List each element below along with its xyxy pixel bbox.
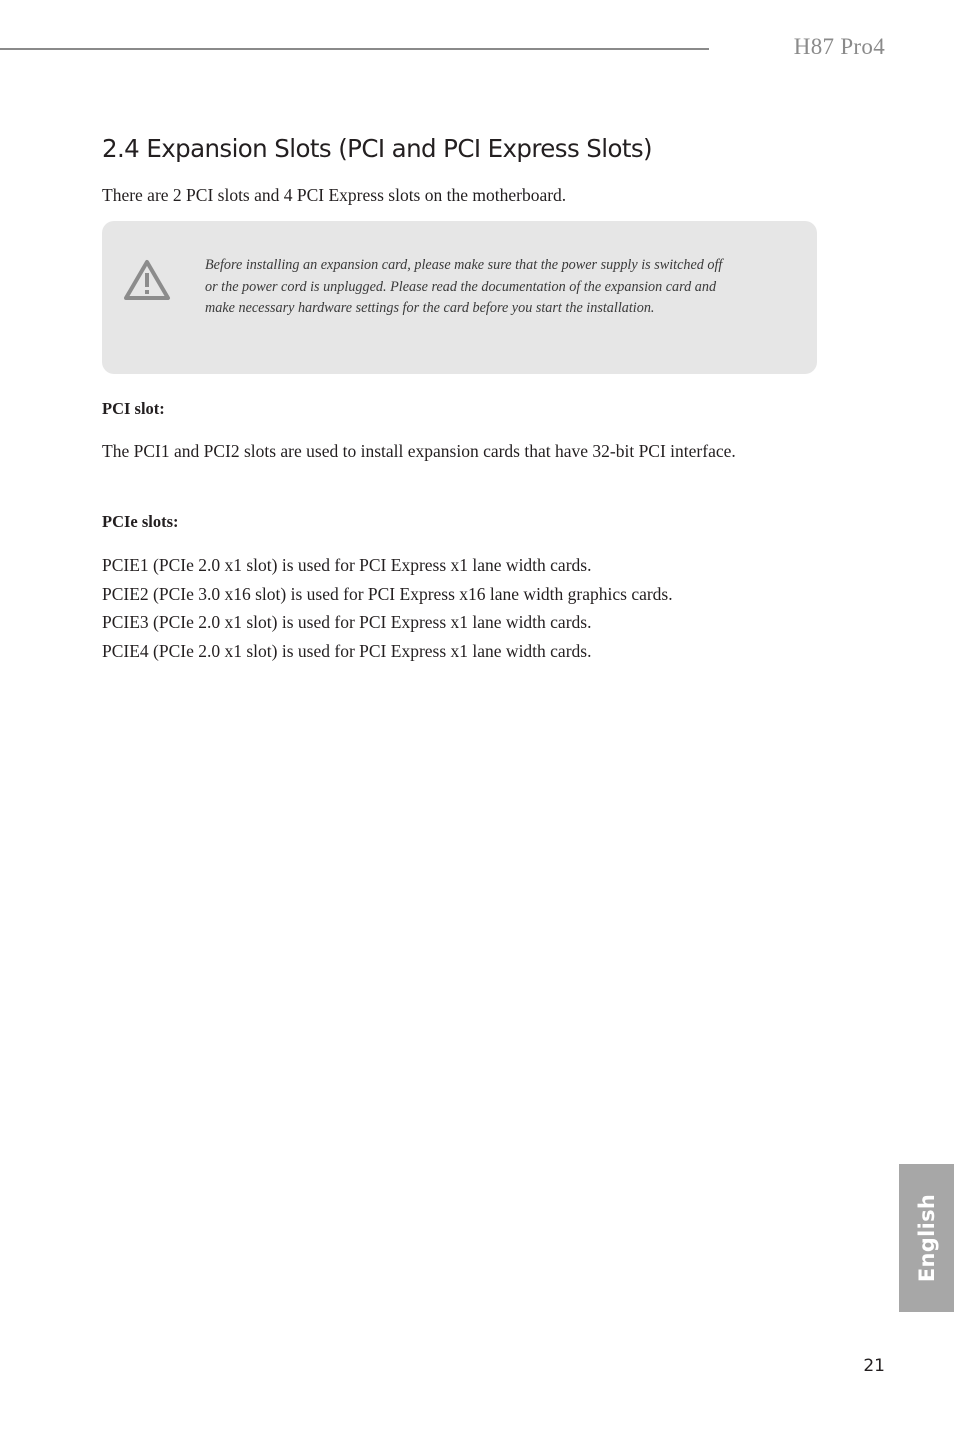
- pcie-slot-item: PCIE4 (PCIe 2.0 x1 slot) is used for PCI Express x1 lane width cards.: [102, 641, 592, 662]
- pci-slot-description: The PCI1 and PCI2 slots are used to install expansion cards that have 32-bit PCI interface.: [102, 441, 736, 461]
- pcie-slots-heading: PCIe slots:: [102, 512, 179, 531]
- language-tab: [899, 1164, 954, 1312]
- section-title: 2.4 Expansion Slots (PCI and PCI Express Slots): [102, 134, 652, 163]
- pcie-slot-item: PCIE1 (PCIe 2.0 x1 slot) is used for PCI Express x1 lane width cards.: [102, 555, 592, 575]
- pcie-slot-item: PCIE3 (PCIe 2.0 x1 slot) is used for PCI Express x1 lane width cards.: [102, 612, 592, 633]
- header-rule: [0, 48, 709, 50]
- header-product-title: H87 Pro4: [793, 34, 885, 59]
- pcie-slot-list: [102, 551, 673, 666]
- section-intro: There are 2 PCI slots and 4 PCI Express slots on the motherboard.: [102, 185, 567, 205]
- page-number: 21: [863, 1356, 885, 1376]
- language-tab-label: English: [914, 1193, 939, 1283]
- warning-triangle-icon: [122, 258, 172, 302]
- pcie-slot-item: PCIE2 (PCIe 3.0 x16 slot) is used for PCI Express x16 lane width graphics cards.: [102, 583, 673, 604]
- caution-note-box: [102, 221, 817, 374]
- pci-slot-heading: PCI slot:: [102, 399, 165, 418]
- caution-note-text: Before installing an expansion card, please make sure that the power supply is switched off or the power cord is unplugged. Please read the documentation of the expansion card and make necessary hardware settings for the card before you start the installation.: [205, 257, 723, 317]
